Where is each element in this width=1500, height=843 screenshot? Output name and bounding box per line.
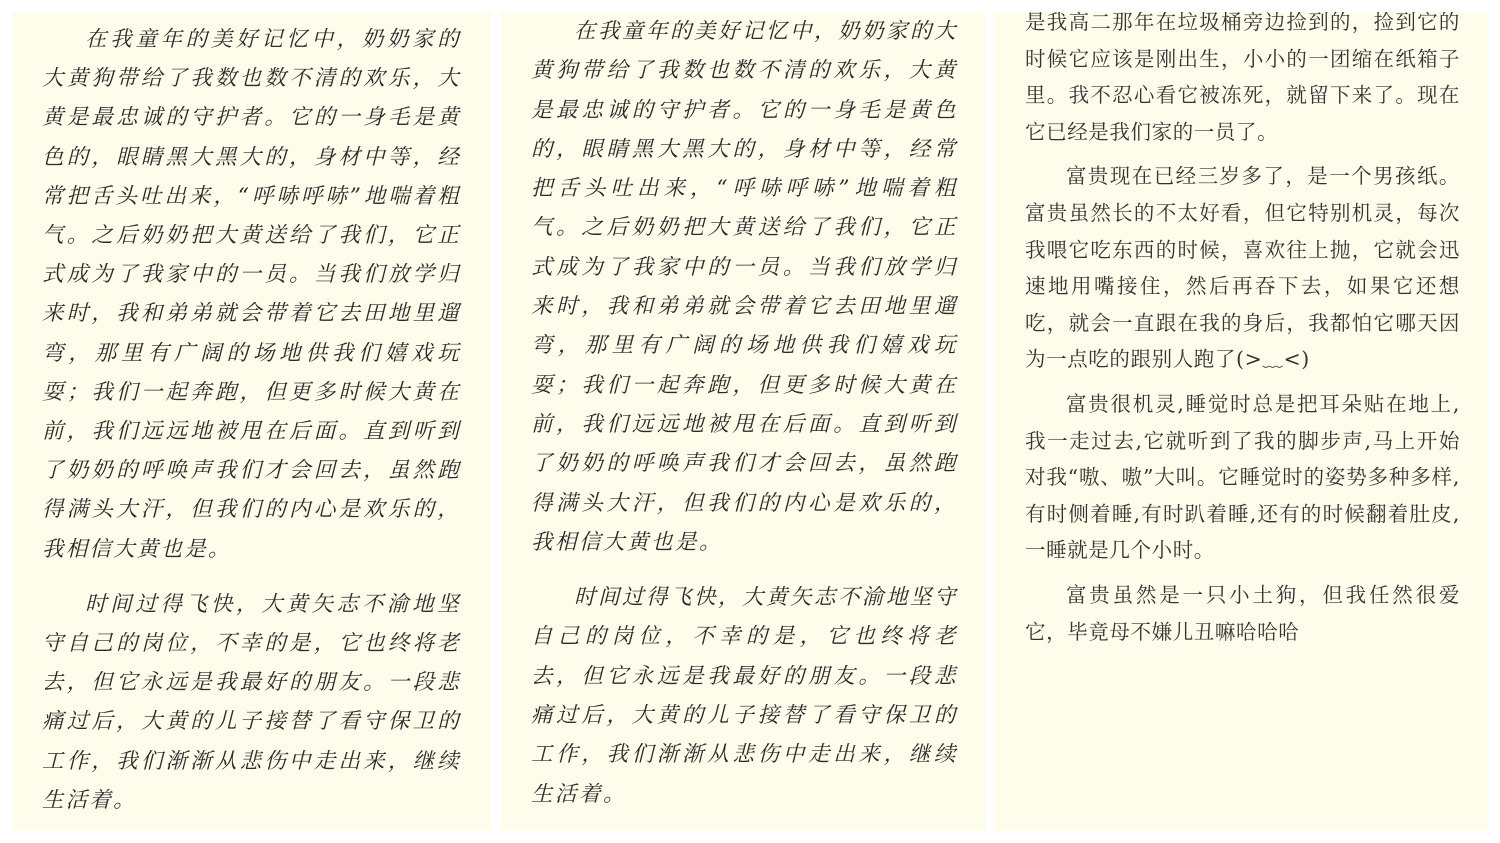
handwritten-page-middle [501, 12, 985, 831]
paragraph: 富贵很机灵,睡觉时总是把耳朵贴在地上,我一走过去,它就听到了我的脚步声,马上开始对我“嗷、嗷”大叫。它睡觉时的姿势多种多样,有时侧着睡,有时趴着睡,还有的时候翻着肚皮,一睡就是几个小时。 [1025, 391, 1460, 563]
paragraph: 富贵虽然是一只小土狗，但我任然很爱它，毕竟母不嫌儿丑嘛哈哈哈 [1025, 582, 1460, 644]
paragraph: 富贵现在已经三岁多了，是一个男孩纸。富贵虽然长的不太好看，但它特别机灵，每次我喂它吃东西的时候，喜欢往上抛，它就会迅速地用嘴接住，然后再吞下去，如果它还想吃，就会一直跟在我的身后，我都怕它哪天因为一点吃的跟别人跑了(>﹏<) [1025, 164, 1460, 372]
paragraph: 时间过得飞快，大黄矢志不渝地坚守自己的岗位，不幸的是，它也终将老去，但它永远是我最好的朋友。一段悲痛过后，大黄的儿子接替了看守保卫的工作，我们渐渐从悲伤中走出来，继续生活着。 [42, 591, 461, 813]
printed-page-right [995, 12, 1488, 831]
paragraph: 是我高二那年在垃圾桶旁边捡到的，捡到它的时候它应该是刚出生，小小的一团缩在纸箱子里。我不忍心看它被冻死，就留下来了。现在它已经是我们家的一员了。 [1025, 12, 1460, 144]
paragraph: 时间过得飞快，大黄矢志不渝地坚守自己的岗位，不幸的是，它也终将老去，但它永远是我最好的朋友。一段悲痛过后，大黄的儿子接替了看守保卫的工作，我们渐渐从悲伤中走出来，继续生活着。 [531, 585, 959, 807]
handwritten-page-left [12, 12, 491, 831]
paragraph: 在我童年的美好记忆中，奶奶家的大黄狗带给了我数也数不清的欢乐，大黄是最忠诚的守护者。它的一身毛是黄色的，眼睛黑大黑大的，身材中等，经常把舌头吐出来，“呼哧呼哧”地喘着粗气。之后奶奶把大黄送给了我们，它正式成为了我家中的一员。当我们放学归来时，我和弟弟就会带着它去田地里遛弯，那里有广阔的场地供我们嬉戏玩耍；我们一起奔跑，但更多时候大黄在前，我们远远地被甩在后面。直到听到了奶奶的呼唤声我们才会回去，虽然跑得满头大汗，但我们的内心是欢乐的，我相信大黄也是。 [42, 27, 461, 562]
paragraph: 在我童年的美好记忆中，奶奶家的大黄狗带给了我数也数不清的欢乐，大黄是最忠诚的守护者。它的一身毛是黄色的，眼睛黑大黑大的，身材中等，经常把舌头吐出来，“呼哧呼哧”地喘着粗气。之后奶奶把大黄送给了我们，它正式成为了我家中的一员。当我们放学归来时，我和弟弟就会带着它去田地里遛弯，那里有广阔的场地供我们嬉戏玩耍；我们一起奔跑，但更多时候大黄在前，我们远远地被甩在后面。直到听到了奶奶的呼唤声我们才会回去，虽然跑得满头大汗，但我们的内心是欢乐的，我相信大黄也是。 [531, 19, 959, 555]
